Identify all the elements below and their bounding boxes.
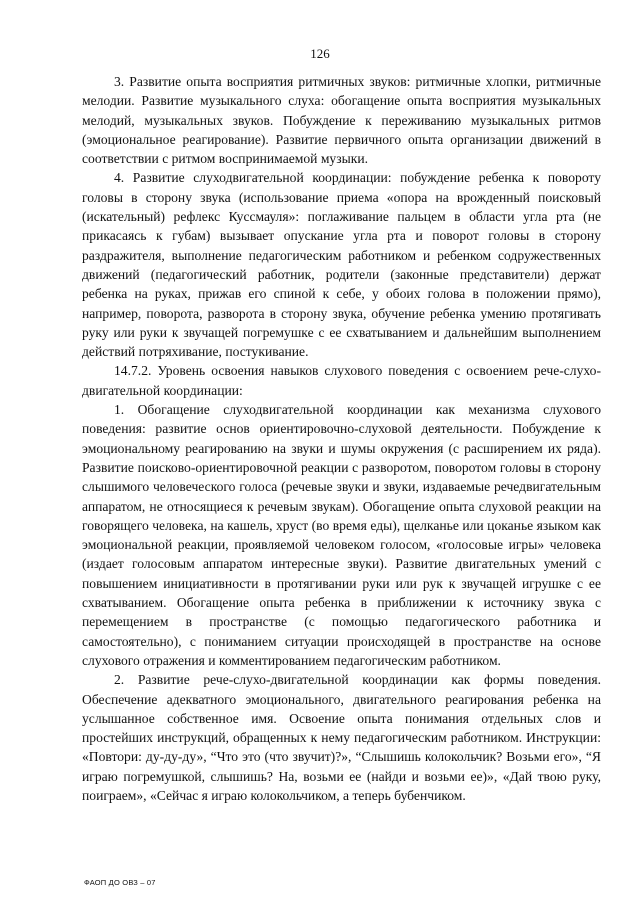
- footer-document-code: ФАОП ДО ОВЗ – 07: [84, 878, 156, 887]
- page-number: 126: [310, 46, 330, 61]
- section-heading-14-7-2: 14.7.2. Уровень освоения навыков слухового поведения с освоением рече-слухо-двигательной координации:: [82, 363, 601, 398]
- body-text: [82, 72, 601, 805]
- paragraph-auditory-motor: 4. Развитие слуходвигательной координации: побуждение ребенка к повороту головы в сторону звука (использование приема «опора на врожденный поисковый (искательный) рефлекс Куссмауля»: поглаживание пальцем в области угла рта (не прикасаясь к губам) вызывает опускание угла рта и поворот головы в сторону раздражителя, выполнение педагогическим работником и ребенком содружественных движений (педагогический работник, родители (законные представители) держат ребенка на руках, прижав его спиной к себе, у обоих голова в положении прямо), например, поворота, разворота в сторону звука, обучение ребенка умению протягивать руку или руки к звучащей погремушке с ее схватыванием и дальнейшим выполнением действий потряхивание, постукивание.: [82, 170, 601, 360]
- paragraph-auditory-behavior: 1. Обогащение слуходвигательной координации как механизма слухового поведения: развитие основ ориентировочно-слуховой деятельности. Побуждение к эмоциональному реагированию на звуки и шумы окружения (с расширением их ряда). Развитие поисково-ориентировочной реакции с разворотом, поворотом головы в сторону слышимого человеческого голоса (речевые звуки и звуки, издаваемые речедвигательным аппаратом, не относящиеся к речевым звукам). Обогащение опыта слуховой реакции на говорящего человека, на кашель, хруст (во время еды), щелканье или цоканье языком как эмоциональной реакции, проявляемой человеком голосом, «голосовые игры» человека (издает голосовым аппаратом интересные звуки). Развитие двигательных умений с повышением инициативности в протягивании руки или рук к звучащей игрушке с ее схватыванием. Обогащение опыта ребенка в приближении к источнику звука с перемещением в пространстве (с помощью педагогического работника и самостоятельно), с пониманием ситуации происходящей в пространстве на основе слухового отражения и комментированием педагогическим работником.: [82, 402, 601, 668]
- paragraph-rhythm: 3. Развитие опыта восприятия ритмичных звуков: ритмичные хлопки, ритмичные мелодии. Развитие музыкального слуха: обогащение опыта восприятия музыкальных мелодий, музыкальных звуков. Побуждение к переживанию музыкальных ритмов (эмоциональное реагирование). Развитие первичного опыта организации движений в соответствии с ритмом воспринимаемой музыки.: [82, 74, 601, 167]
- paragraph-speech-auditory-motor: 2. Развитие рече-слухо-двигательной координации как формы поведения. Обеспечение адекватного эмоционального, двигательного реагирования ребенка на услышанное собственное имя. Освоение опыта понимания отдельных слов и простейших инструкций, обращенных к нему педагогическим работником. Инструкции: «Повтори: ду-ду-ду», “Что это (что звучит)?», “Слышишь колокольчик? Возьми его», “Я играю погремушкой, слышишь? На, возьми ее (найди и возьми ее)», «Дай твою руку, поиграем», «Сейчас я играю колокольчиком, а теперь бубенчиком.: [82, 672, 601, 803]
